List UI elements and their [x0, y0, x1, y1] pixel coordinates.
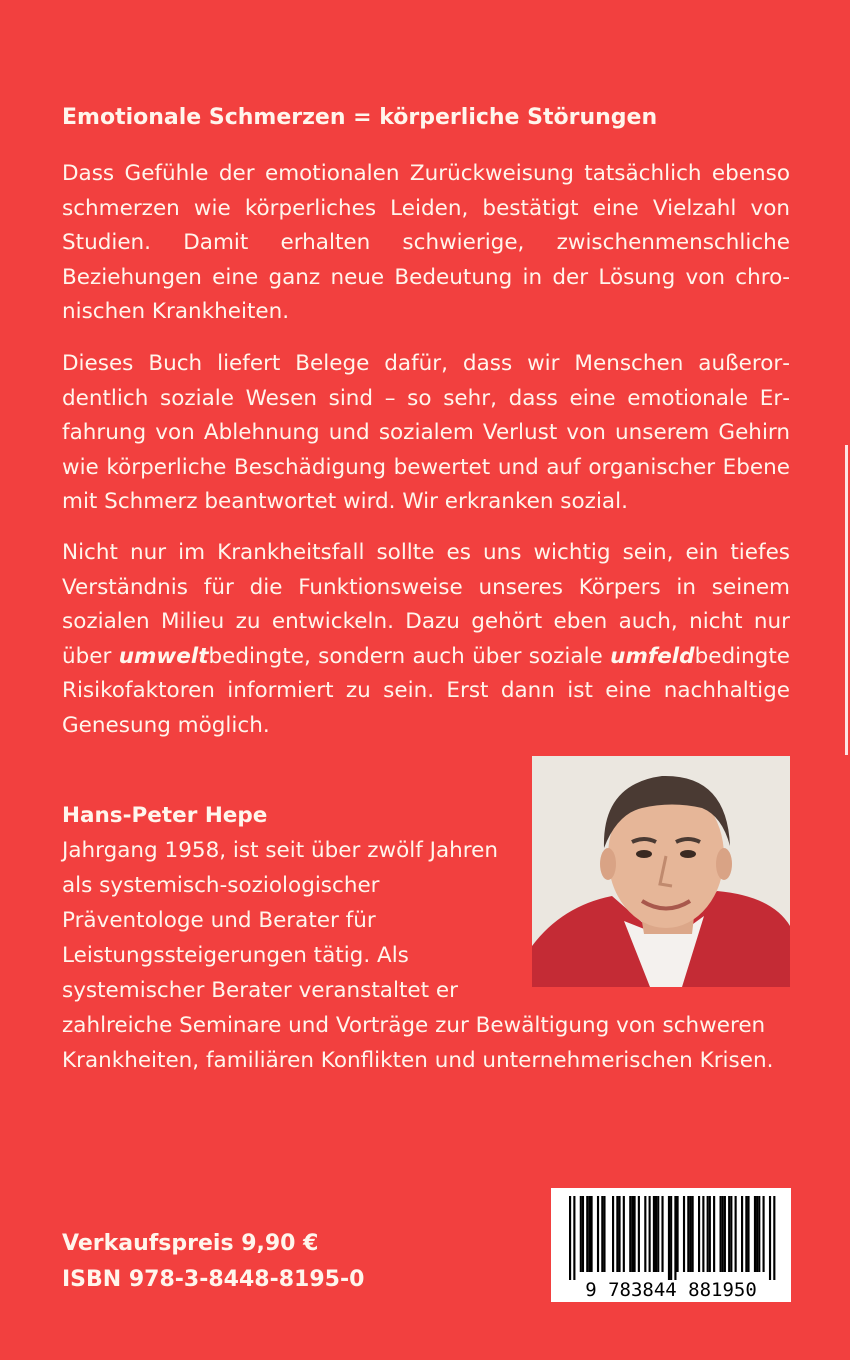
- barcode-bar: [707, 1196, 709, 1272]
- barcode-bar: [754, 1196, 756, 1272]
- paragraph-3: [62, 536, 790, 743]
- barcode-bar: [644, 1196, 646, 1272]
- author-section: [62, 798, 790, 1078]
- barcode-bar: [569, 1196, 571, 1280]
- barcode-bar: [689, 1196, 691, 1272]
- barcode-bar: [638, 1196, 640, 1272]
- barcode-bar: [649, 1196, 651, 1272]
- barcode-bar: [728, 1196, 730, 1272]
- barcode-bar: [720, 1196, 722, 1272]
- barcode-bar: [698, 1196, 700, 1272]
- author-bio: Jahrgang 1958, ist seit über zwölf Jahren als systemisch-soziologischer Präventologe und Berater für Leistungssteigerungen tätig. Als systemischer Berater veranstaltet er zahlreiche Seminare und Vorträge zur Bewältigung von schweren Krankheiten, familiären Konflikten und unternehmerischen Krisen.: [62, 838, 774, 1073]
- barcode-bar: [724, 1196, 726, 1272]
- price-label: Verkaufspreis 9,90 €: [62, 1231, 319, 1256]
- barcode-bar: [588, 1196, 590, 1272]
- barcode-bar: [769, 1196, 771, 1280]
- barcode-bar: [653, 1196, 655, 1272]
- barcode-bar: [745, 1196, 747, 1272]
- barcode-bar: [730, 1196, 732, 1272]
- paragraph-1: Dass Gefühle der emotionalen Zurückweisung tatsächlich ebenso schmerzen wie körperliches Leiden, bestätigt eine Vielzahl von Studien. Damit erhalten schwierige, zwischenmenschliche Beziehungen eine ganz neue Bedeutung in der Lösung von chronischen Krankheiten.: [62, 161, 790, 324]
- barcode-bar: [657, 1196, 659, 1272]
- barcode-bar: [618, 1196, 620, 1272]
- barcode-bar: [758, 1196, 760, 1272]
- barcode-bar: [616, 1196, 618, 1272]
- barcode-digits: 9 783844 881950: [585, 1279, 757, 1301]
- barcode-bar: [591, 1196, 593, 1272]
- barcode-bar: [692, 1196, 694, 1272]
- paragraph-2: Dieses Buch liefert Belege dafür, dass wir Menschen außerordentlich soziale Wesen sind – so sehr, dass eine emotionale Erfahrung von Ablehnung und sozialem Verlust von unserem Gehirn wie körperliche Beschädigung bewertet und auf organischer Ebene mit Schmerz beantwortet wird. Wir erkranken sozial.: [62, 351, 790, 514]
- barcode-bar: [582, 1196, 584, 1272]
- isbn-label: ISBN 978-3-8448-8195-0: [62, 1267, 365, 1292]
- barcode-bar: [763, 1196, 765, 1272]
- barcode-bar: [634, 1196, 636, 1272]
- barcode-bar: [687, 1196, 689, 1272]
- barcode-bar: [773, 1196, 775, 1280]
- barcode-bar: [629, 1196, 631, 1272]
- barcode-bar: [722, 1196, 724, 1272]
- barcode-bar: [677, 1196, 679, 1272]
- barcode-bar: [623, 1196, 625, 1272]
- barcode-bar: [631, 1196, 633, 1272]
- emphasis-umfeld: umfeld: [610, 643, 695, 669]
- emphasis-umwelt: umwelt: [118, 643, 209, 669]
- barcode-bar: [713, 1196, 715, 1272]
- barcode-bar: [702, 1196, 704, 1272]
- author-photo: [532, 756, 790, 987]
- barcode-bar: [573, 1196, 575, 1280]
- barcode-bar: [709, 1196, 711, 1272]
- barcode-bar: [674, 1196, 676, 1280]
- isbn-barcode: [551, 1188, 791, 1302]
- barcode-bar: [586, 1196, 588, 1272]
- barcode-bar: [655, 1196, 657, 1272]
- barcode-bar: [601, 1196, 603, 1272]
- author-name: Hans-Peter Hepe: [62, 803, 268, 828]
- barcode-bar: [670, 1196, 672, 1280]
- barcode-bar: [668, 1196, 670, 1280]
- barcode-bar: [741, 1196, 743, 1272]
- paragraph-3-text-b: bedingte, sondern auch über soziale: [208, 643, 611, 669]
- barcode-bar: [580, 1196, 582, 1272]
- barcode-bar: [603, 1196, 605, 1272]
- barcode-bar: [597, 1196, 599, 1272]
- paragraph-3-text-a: Nicht nur im Krankheitsfall sollte es uns wichtig sein, ein tiefes Verständnis für die Funktionsweise unseres Körpers in seinem sozialen Milieu zu entwickeln. Dazu gehört eben auch, nicht nur über: [62, 540, 790, 669]
- edge-strip: [845, 445, 848, 755]
- barcode-bar: [661, 1196, 663, 1272]
- section-heading: Emotionale Schmerzen = körperliche Störungen: [62, 105, 658, 130]
- barcode-bar: [747, 1196, 749, 1272]
- barcode-bar: [735, 1196, 737, 1272]
- price-isbn-block: [62, 1226, 364, 1298]
- barcode-bar: [756, 1196, 758, 1272]
- paragraph-3-text-c: bedingte Risikofaktoren informiert zu sein. Erst dann ist eine nachhaltige Genesung möglich.: [62, 643, 790, 738]
- barcode-bar: [683, 1196, 685, 1272]
- barcode-bar: [612, 1196, 614, 1272]
